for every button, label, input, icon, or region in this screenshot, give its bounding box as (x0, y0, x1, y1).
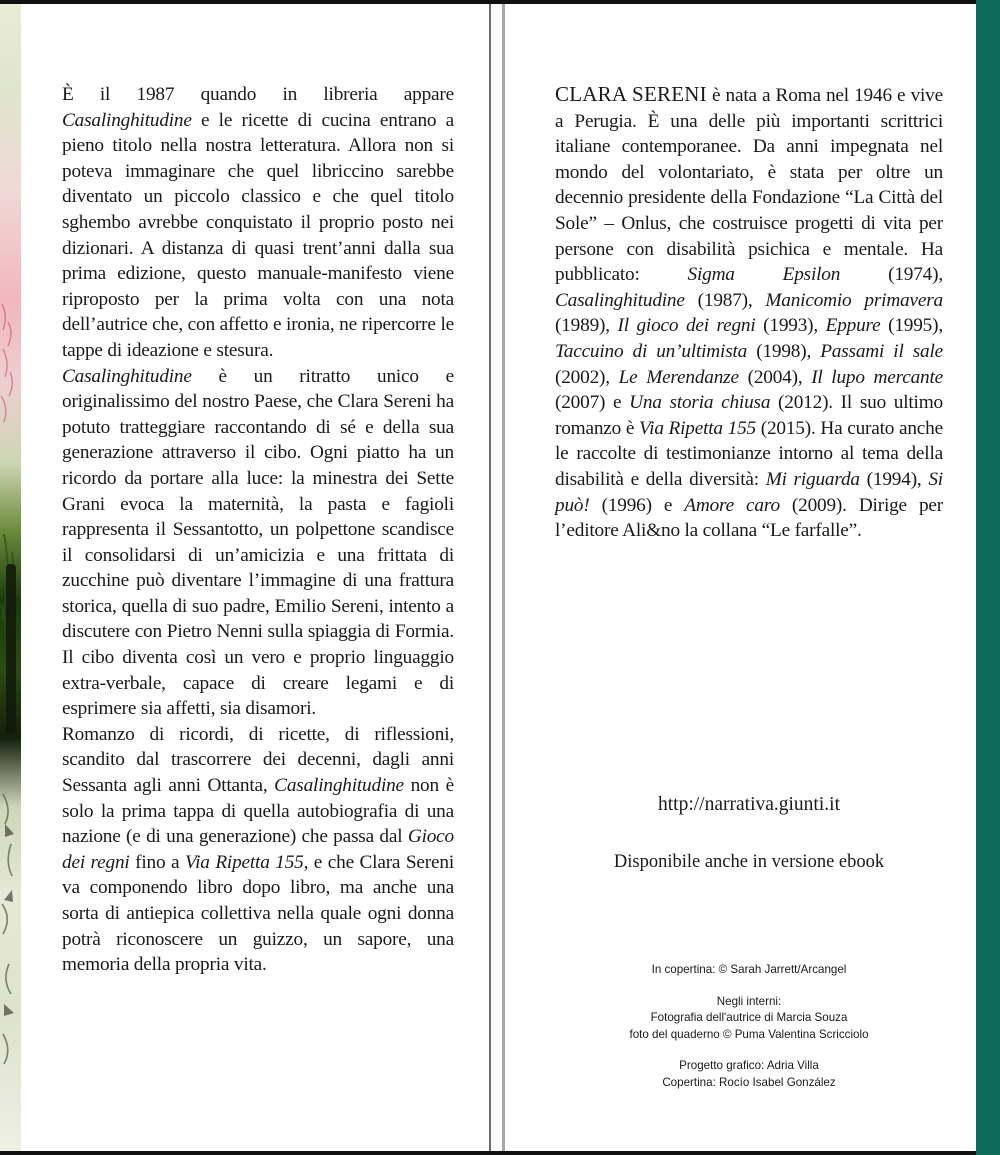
text-run: (2009). Dirige per l’editore Ali&no la collana “Le farfalle”. (555, 494, 943, 542)
spine-fold-gap (491, 4, 502, 1151)
text-run: è un ritratto unico e originalissimo del nostro Paese, che Clara Sereni ha potuto tratteggiare raccontando di sé e della sua generazione attraverso il cibo. Ogni piatto ha un ricordo da portare alla luce: la minestra dei Sette Grani evoca la maternità, la pasta e fagioli rappresenta il Sessantotto, un polpettone scandisce il consolidarsi di un’amicizia e una frittata di zucchine può diventare l’immagine di una frattura storica, quella di suo padre, Emilio Sereni, intento a discutere con Pietro Nenni sulla spiaggia di Formia. Il cibo diventa così un vero e proprio linguaggio extra-verbale, capace di creare legami e di esprimere sia affetti, sia disamori. (62, 365, 454, 720)
teal-flap-band (976, 0, 1000, 1155)
spine-fold-line-left (489, 4, 491, 1151)
title-italic: Gioco dei regni (62, 826, 454, 873)
blurb-paragraph-1 (62, 82, 454, 364)
title-italic: Eppure (825, 315, 881, 337)
title-italic: Mi riguarda (765, 468, 860, 490)
title-italic: Il lupo mercante (811, 366, 943, 388)
text-run: È il 1987 quando in libreria appare (62, 84, 454, 105)
credit-cover-design: Copertina: Rocío Isabel González (662, 1075, 836, 1089)
credits-group-design (555, 1058, 943, 1091)
title-italic: Casalinghitudine (555, 289, 685, 311)
text-run: è nata a Roma nel 1946 e vive a Perugia. È una delle più importanti scrittrici italiane contemporanee. Da anni impegnata nel mondo del volontariato, è stata per oltre un decennio presidente della Fondazione “La Città del Sole” – Onlus, che costruisce progetti di vita per persone con disabilità psichica e mentale. Ha pubblicato: (555, 85, 943, 286)
credit-author-photo: Fotografia dell'autrice di Marcia Souza (650, 1011, 848, 1024)
title-italic: Manicomio primavera (765, 289, 943, 311)
text-run: (1998), (747, 340, 821, 362)
text-run: , e che Clara Sereni va componendo libro dopo libro, ma anche una sorta di antiepica collettiva nella quale ogni donna potrà riconoscere un guizzo, un sapore, una memoria della propria vita. (62, 851, 454, 976)
credits-block (555, 962, 943, 1091)
text-run: (1987), (684, 289, 766, 311)
text-run: (2004), (738, 366, 812, 388)
text-run: fino a (129, 851, 185, 873)
credit-graphic-design: Progetto grafico: Adria Villa (679, 1059, 819, 1072)
author-name: CLARA SERENI (555, 82, 707, 106)
text-run: (2002), (555, 366, 619, 388)
author-biography (555, 82, 943, 544)
ebook-note-text: Disponibile anche in versione ebook (613, 852, 885, 872)
text-run: (1989), (555, 315, 618, 337)
blurb-paragraph-3 (62, 722, 454, 978)
publisher-url-text: http://narrativa.giunti.it (658, 794, 840, 815)
cover-artwork-sliver (0, 4, 21, 1151)
publisher-url[interactable] (555, 793, 943, 817)
cover-artwork-image (0, 4, 21, 1151)
title-italic: Via Ripetta 155 (639, 417, 756, 439)
top-trim-rule (0, 0, 1000, 4)
title-italic: Passami il sale (820, 340, 943, 362)
text-run: (1996) e (589, 494, 685, 516)
credit-cover-photo: In copertina: © Sarah Jarrett/Arcangel (651, 963, 847, 976)
text-run: Romanzo di ricordi, di ricette, di riflessioni, scandito dal trascorrere dei decenni, dagli anni Sessanta agli anni Ottanta, (62, 723, 454, 797)
title-italic: Amore caro (684, 494, 780, 516)
back-cover-blurb (62, 82, 454, 978)
text-run: (1974), (840, 264, 943, 286)
title-italic: Sigma Epsilon (687, 264, 841, 286)
title-italic: Via Ripetta 155 (184, 851, 304, 873)
text-run: (2007) e (555, 392, 630, 414)
credit-notebook-photo: foto del quaderno © Puma Valentina Scricciolo (629, 1027, 869, 1041)
credits-group-cover (555, 962, 943, 979)
credits-group-interior (555, 994, 943, 1044)
text-run: (1995), (880, 315, 943, 337)
bottom-trim-rule (0, 1151, 1000, 1155)
title-italic: Casalinghitudine (62, 109, 192, 131)
text-run: e le ricette di cucina entrano a pieno titolo nella nostra letteratura. Allora non si poteva immaginare che quel libriccino sarebbe diventato un piccolo classico e che quel titolo sghembo avrebbe conquistato il proprio posto nei dizionari. A distanza di quasi trent’anni dalla sua prima edizione, questo manuale-manifesto viene riproposto per la prima volta con una nota dell’autrice che, con affetto e ironia, ne ripercorre le tappe di ideazione e stesura. (62, 109, 454, 361)
title-italic: Si può! (555, 468, 943, 516)
title-italic: Il gioco dei regni (617, 315, 756, 337)
title-italic: Le Merendanze (618, 366, 739, 388)
text-run: (1994), (859, 468, 929, 490)
text-run: non è solo la prima tappa di quella autobiografia di una nazione (e di una generazione) che passa dal (62, 775, 454, 848)
text-run: (1993), (755, 315, 826, 337)
author-bio-paragraph (555, 82, 943, 544)
title-italic: Casalinghitudine (62, 365, 192, 387)
blurb-paragraph-2 (62, 364, 454, 722)
ebook-availability-note (555, 850, 943, 874)
text-run: (2012). Il suo ultimo romanzo è (555, 392, 943, 439)
text-run: (2015). Ha curato anche le raccolte di testimonianze intorno al tema della disabilità e della diversità: (555, 417, 943, 490)
spine-fold-line-right (502, 4, 505, 1151)
title-italic: Taccuino di un’ultimista (555, 340, 748, 362)
title-italic: Una storia chiusa (629, 392, 771, 414)
credit-interior-heading: Negli interni: (716, 994, 782, 1008)
title-italic: Casalinghitudine (274, 775, 404, 797)
